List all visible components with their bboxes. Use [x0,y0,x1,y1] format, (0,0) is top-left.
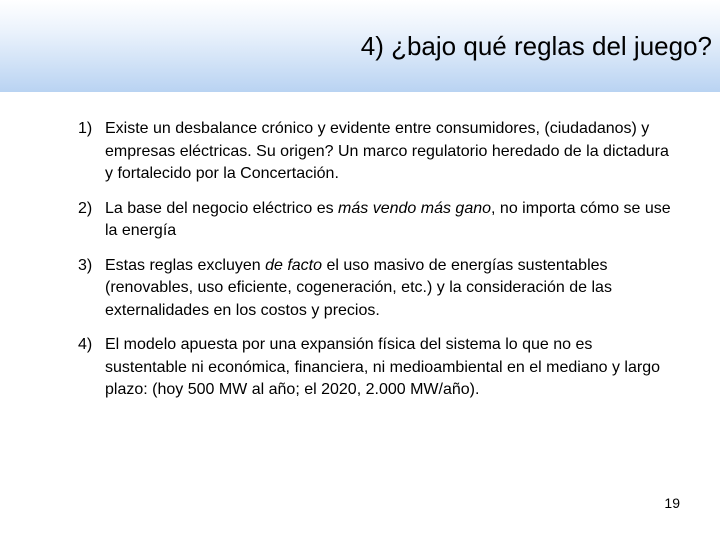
list-item-text: El modelo apuesta por una expansión física del sistema lo que no es sustentable ni económica, financiera, ni medioambiental en el mediano y largo plazo: (hoy 500 MW al año; el 2020, 2.000 MW/año). [105,336,660,398]
list-item-3 [78,255,678,323]
list-item-1 [78,118,678,186]
text-segment: Estas reglas excluyen [105,256,266,274]
text-segment: , no importa cómo se use la energía [105,199,671,239]
text-segment: La base del negocio eléctrico es [105,199,339,217]
slide-title: 4) ¿bajo qué reglas del juego? [360,31,712,61]
list-number: 2) [78,199,93,217]
numbered-list [78,118,678,414]
list-number: 3) [78,256,93,274]
list-item-4 [78,334,678,402]
italic-phrase: de facto [265,256,323,274]
list-item-text [105,257,612,319]
list-item-2 [78,198,678,243]
list-item-text [105,200,671,240]
page-number: 19 [664,495,680,511]
title-header-band [0,0,720,92]
list-item-text: Existe un desbalance crónico y evidente entre consumidores, (ciudadanos) y empresas eléctricas. Su origen? Un marco regulatorio heredado de la dictadura y fortalecido por la Concertación. [105,120,669,182]
list-number: 4) [78,336,93,353]
text-segment: el uso masivo de energías sustentables (renovables, uso eficiente, cogeneración, etc.) y la consideración de las externalidades en los costos y precios. [105,256,612,319]
italic-phrase: más vendo más gano [338,199,492,217]
list-number: 1) [78,120,93,137]
